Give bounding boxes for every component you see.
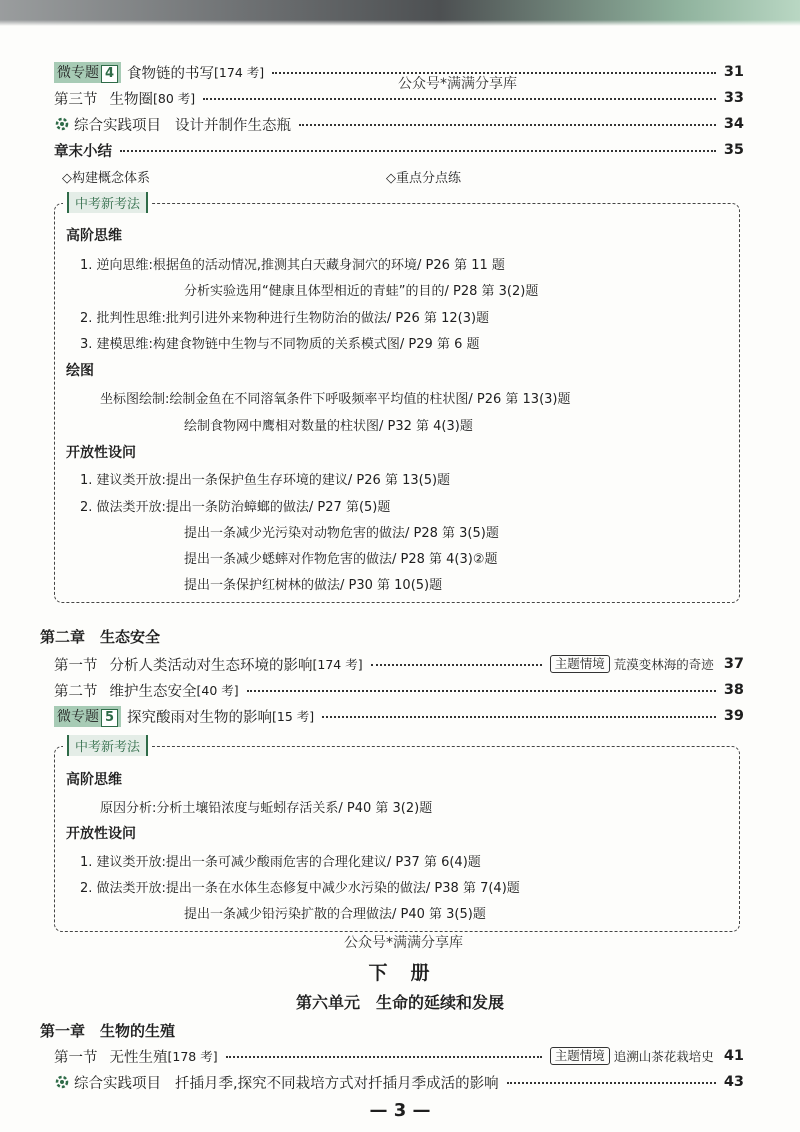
toc-row-ch2-s1[interactable] <box>54 652 744 676</box>
unit-title: 第六单元 生命的延续和发展 <box>295 993 504 1012</box>
project-label: 综合实践项目 <box>74 117 161 134</box>
box2-heading-thinking: 高阶思维 <box>66 772 122 788</box>
watermark: 公众号*满满分享库 <box>344 935 463 951</box>
leader-dots <box>226 1055 542 1058</box>
toc-title: 食物链的书写 <box>127 65 215 82</box>
box1-heading-drawing: 绘图 <box>66 363 94 379</box>
toc-row-ch2-s2[interactable] <box>54 678 744 702</box>
toc-note: [178 考] <box>167 1049 218 1064</box>
toc-row-summary[interactable] <box>54 138 744 162</box>
page-number: 31 <box>723 64 744 80</box>
top-decor-bar <box>0 0 800 26</box>
leader-dots <box>322 715 716 718</box>
page-number: 33 <box>723 90 744 106</box>
box1-line: 坐标图绘制:绘制金鱼在不同溶氧条件下呼吸频率平均值的柱状图/ P26 第 13(3)题 <box>100 392 571 407</box>
toc-row-section3[interactable] <box>54 86 744 110</box>
box1-heading-open: 开放性设问 <box>66 445 136 461</box>
toc-title: 探究酸雨对生物的影响 <box>127 709 273 726</box>
section-label: 第二节 <box>54 683 98 700</box>
box1-line: 1. 逆向思维:根据鱼的活动情况,推测其白天藏身洞穴的环境/ P26 第 11 题 <box>80 258 505 273</box>
box2-line: 1. 建议类开放:提出一条可减少酸雨危害的合理化建议/ P37 第 6(4)题 <box>80 855 481 870</box>
leader-dots <box>299 123 716 126</box>
chapter-title: 第二章 生态安全 <box>40 628 161 646</box>
box1-line: 提出一条减少蟋蟀对作物危害的做法/ P28 第 4(3)②题 <box>184 552 498 567</box>
toc-note: [174 考] <box>214 65 265 80</box>
theme-badge: 主题情境 <box>550 1047 610 1065</box>
leader-dots <box>120 149 716 152</box>
box1-line: 提出一条减少光污染对动物危害的做法/ P28 第 3(5)题 <box>184 526 499 541</box>
summary-sub-left: ◇构建概念体系 <box>62 171 150 186</box>
box1-line: 3. 建模思维:构建食物链中生物与不同物质的关系模式图/ P29 第 6 题 <box>80 337 480 352</box>
toc-title: 设计并制作生态瓶 <box>175 117 291 134</box>
page-number: 41 <box>723 1048 744 1064</box>
box1-line: 分析实验选用“健康且体型相近的青蛙”的目的/ P28 第 3(2)题 <box>184 284 539 299</box>
project-label: 综合实践项目 <box>74 1075 161 1092</box>
toc-note: [15 考] <box>272 709 315 724</box>
box2-line: 提出一条减少铅污染扩散的合理做法/ P40 第 3(5)题 <box>184 907 486 922</box>
summary-sub-right: ◇重点分点练 <box>386 171 461 186</box>
box1-line: 1. 建议类开放:提出一条保护鱼生存环境的建议/ P26 第 13(5)题 <box>80 473 451 488</box>
box2-line: 2. 做法类开放:提出一条在水体生态修复中减少水污染的做法/ P38 第 7(4)题 <box>80 881 520 896</box>
box2-line: 原因分析:分析土壤铅浓度与蚯蚓存活关系/ P40 第 3(2)题 <box>100 801 433 816</box>
toc-note: [80 考] <box>153 91 196 106</box>
page-number: 35 <box>723 142 744 158</box>
micro-topic-tag: 微专题 4 <box>54 62 121 83</box>
box-title: 中考新考法 <box>63 192 152 213</box>
section-label: 第一节 <box>54 657 98 674</box>
toc-row-micro5[interactable] <box>54 704 744 728</box>
gear-icon <box>54 1074 70 1090</box>
leader-dots <box>371 663 542 666</box>
box1-line: 提出一条保护红树林的做法/ P30 第 10(5)题 <box>184 578 443 593</box>
leader-dots <box>247 689 716 692</box>
toc-row-ch3-project[interactable] <box>54 1070 744 1094</box>
toc-title: 扦插月季,探究不同栽培方式对扦插月季成活的影响 <box>175 1075 499 1092</box>
box1-line: 绘制食物网中鹰相对数量的柱状图/ P32 第 4(3)题 <box>184 419 473 434</box>
section-label: 第一节 <box>54 1049 98 1066</box>
toc-title: 无性生殖 <box>109 1049 168 1066</box>
leader-dots <box>507 1081 716 1084</box>
page-number: 37 <box>723 656 744 672</box>
theme-badge: 主题情境 <box>550 655 610 673</box>
toc-title: 生物圈 <box>109 91 153 108</box>
box1-line: 2. 批判性思维:批判引进外来物种进行生物防治的做法/ P26 第 12(3)题 <box>80 311 490 326</box>
leader-dots <box>203 97 716 100</box>
chapter-title: 第一章 生物的生殖 <box>40 1022 176 1040</box>
gear-icon <box>54 116 70 132</box>
toc-row-project[interactable] <box>54 112 744 136</box>
page-number: 38 <box>723 682 744 698</box>
box2-heading-open: 开放性设问 <box>66 826 136 842</box>
box-title: 中考新考法 <box>63 735 152 756</box>
page-footer-number: — 3 — <box>369 1100 431 1121</box>
box1-heading-thinking: 高阶思维 <box>66 228 122 244</box>
watermark: 公众号*满满分享库 <box>398 76 517 92</box>
toc-note: [174 考] <box>312 657 363 672</box>
page-number: 43 <box>723 1074 744 1090</box>
theme-text: 追溯山茶花栽培史 <box>613 1049 714 1064</box>
box1-line: 2. 做法类开放:提出一条防治蟑螂的做法/ P27 第(5)题 <box>80 500 391 515</box>
section-label: 第三节 <box>54 91 98 108</box>
page-number: 39 <box>723 708 744 724</box>
toc-row-ch3-s1[interactable] <box>54 1044 744 1068</box>
toc-title: 维护生态安全 <box>109 683 197 700</box>
micro-topic-tag: 微专题 5 <box>54 706 121 727</box>
toc-note: [40 考] <box>196 683 239 698</box>
page-number: 34 <box>723 116 744 132</box>
volume-title: 下 册 <box>368 962 432 984</box>
summary-label: 章末小结 <box>54 143 112 160</box>
theme-text: 荒漠变林海的奇迹 <box>613 657 714 672</box>
toc-title: 分析人类活动对生态环境的影响 <box>109 657 313 674</box>
